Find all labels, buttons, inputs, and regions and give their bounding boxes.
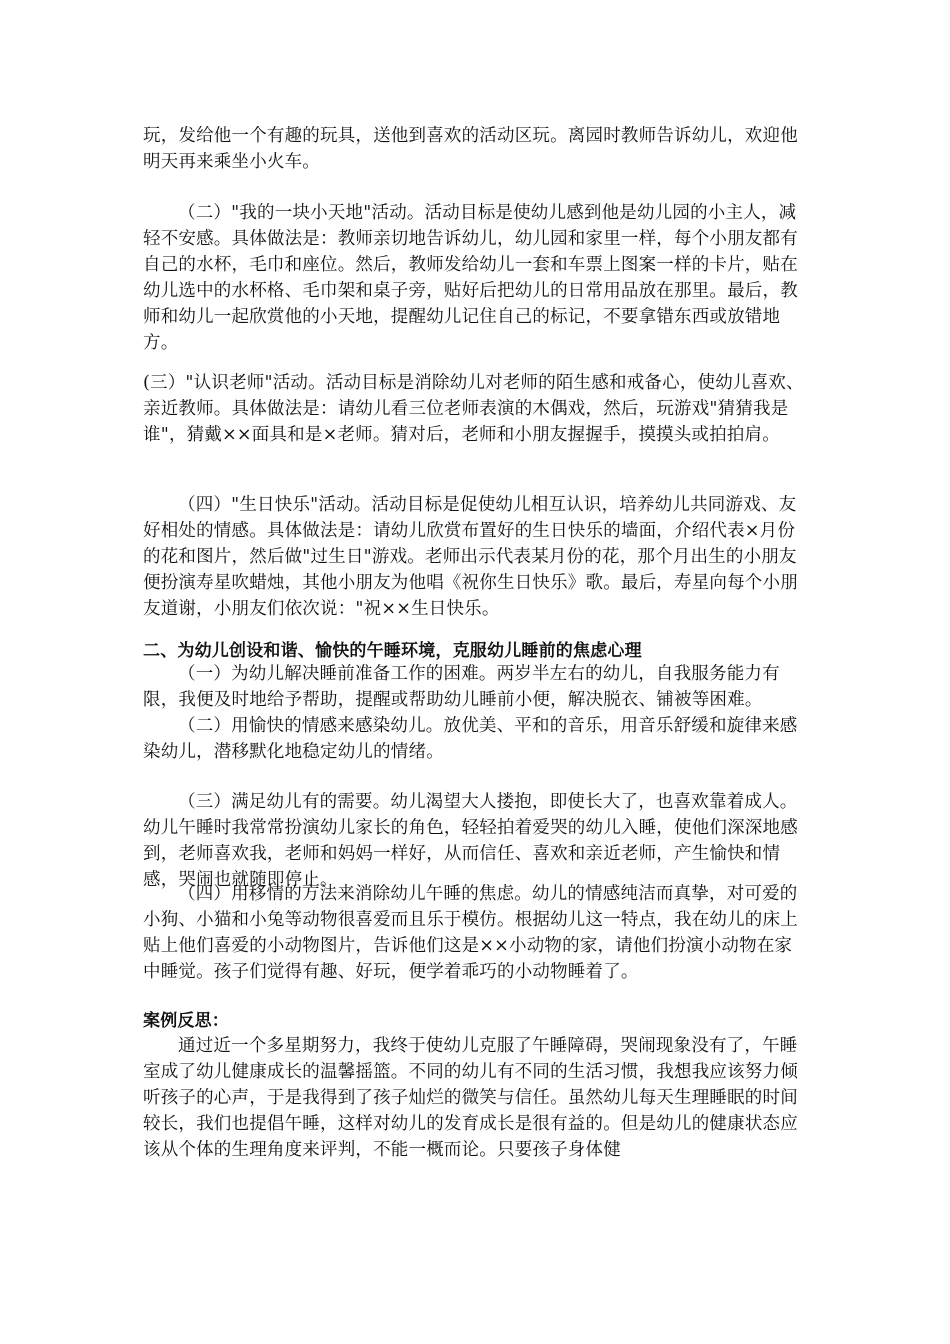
paragraph-nap-4: （四）用移情的方法来消除幼儿午睡的焦虑。幼儿的情感纯洁而真挚，对可爱的小狗、小猫和小兔等动物很喜爱而且乐于模仿。根据幼儿这一特点，我在幼儿的床上贴上他们喜爱的小动物图片，告诉他们这是××小动物的家，请他们扮演小动物在家中睡觉。孩子们觉得有趣、好玩，便学着乖巧的小动物睡着了。 xyxy=(143,884,798,982)
paragraph-nap-2: （二）用愉快的情感来感染幼儿。放优美、平和的音乐，用音乐舒缓和旋律来感染幼儿，潜移默化地稳定幼儿的情绪。 xyxy=(143,716,798,762)
paragraph-nap-1: （一）为幼儿解决睡前准备工作的困难。两岁半左右的幼儿，自我服务能力有限，我便及时地给予帮助，提醒或帮助幼儿睡前小便，解决脱衣、铺被等困难。 xyxy=(143,664,780,710)
paragraph-activity-4: （四）"生日快乐"活动。活动目标是促使幼儿相互认识，培养幼儿共同游戏、友好相处的情感。具体做法是：请幼儿欣赏布置好的生日快乐的墙面，介绍代表×月份的花和图片，然后做"过生日"游戏。老师出示代表某月份的花，那个月出生的小朋友便扮演寿星吹蜡烛，其他小朋友为他唱《祝你生日快乐》歌。最后，寿星向每个小朋友道谢，小朋友们依次说："祝××生日快乐。 xyxy=(143,495,798,619)
paragraph-activity-3: (三）"认识老师"活动。活动目标是消除幼儿对老师的陌生感和戒备心，使幼儿喜欢、亲近教师。具体做法是：请幼儿看三位老师表演的木偶戏，然后，玩游戏"猜猜我是谁"，猜戴××面具和是×老师。猜对后，老师和小朋友握握手，摸摸头或拍拍肩。 xyxy=(143,373,804,445)
paragraph-reflection: 通过近一个多星期努力，我终于使幼儿克服了午睡障碍，哭闹现象没有了，午睡室成了幼儿健康成长的温馨摇篮。不同的幼儿有不同的生活习惯，我想我应该努力倾听孩子的心声，于是我得到了孩子灿烂的微笑与信任。虽然幼儿每天生理睡眠的时间较长，我们也提倡午睡，这样对幼儿的发育成长是很有益的。但是幼儿的健康状态应该从个体的生理角度来评判，不能一概而论。只要孩子身体健 xyxy=(143,1036,798,1160)
paragraph-continuation: 玩，发给他一个有趣的玩具，送他到喜欢的活动区玩。离园时教师告诉幼儿，欢迎他明天再来乘坐小火车。 xyxy=(143,126,798,172)
reflection-heading: 案例反思： xyxy=(143,1011,229,1031)
paragraph-activity-2: （二）"我的一块小天地"活动。活动目标是使幼儿感到他是幼儿园的小主人，减轻不安感。具体做法是：教师亲切地告诉幼儿，幼儿园和家里一样，每个小朋友都有自己的水杯，毛巾和座位。然后，教师发给幼儿一套和车票上图案一样的卡片，贴在幼儿选中的水杯格、毛巾架和桌子旁，贴好后把幼儿的日常用品放在那里。最后，教师和幼儿一起欣赏他的小天地，提醒幼儿记住自己的标记，不要拿错东西或放错地方。 xyxy=(143,203,798,353)
paragraph-nap-3: （三）满足幼儿有的需要。幼儿渴望大人搂抱，即使长大了，也喜欢靠着成人。幼儿午睡时我常常扮演幼儿家长的角色，轻轻拍着爱哭的幼儿入睡，使他们深深地感到，老师喜欢我，老师和妈妈一样好，从而信任、喜欢和亲近老师，产生愉快和情感，哭闹也就随即停止。 xyxy=(143,792,798,890)
section-heading-nap: 二、为幼儿创设和谐、愉快的午睡环境，克服幼儿睡前的焦虑心理 xyxy=(143,641,642,661)
